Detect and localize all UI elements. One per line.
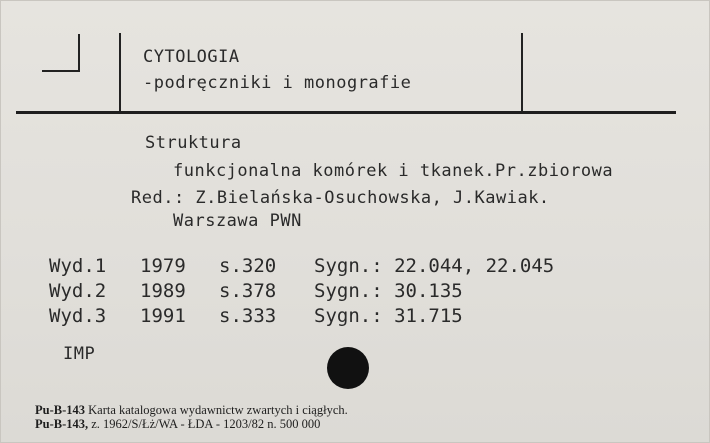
print-info: z. 1962/S/Łż/WA - ŁDA - 1203/82 n. 500 000 xyxy=(91,417,321,431)
card-footer-line1 xyxy=(35,403,348,418)
book-editors: Red.: Z.Bielańska-Osuchowska, J.Kawiak. xyxy=(131,188,550,208)
card-footer-line2 xyxy=(35,417,320,432)
book-title-continuation: funkcjonalna komórek i tkanek.Pr.zbiorowa xyxy=(173,161,614,181)
punch-hole xyxy=(327,347,369,389)
edition-number: Wyd.3 xyxy=(49,305,107,327)
subject-subheading: -podręczniki i monografie xyxy=(143,73,412,93)
header-rule xyxy=(16,111,676,114)
header-divider-right xyxy=(521,33,523,112)
subject-heading: CYTOLOGIA xyxy=(143,47,240,67)
edition-signature: Sygn.: 22.044, 22.045 xyxy=(314,255,555,277)
book-publisher: Warszawa PWN xyxy=(173,211,302,231)
edition-year: 1991 xyxy=(140,305,186,327)
corner-mark xyxy=(42,34,80,72)
form-code: Pu-B-143, xyxy=(35,417,89,431)
edition-pages: s.378 xyxy=(219,280,277,302)
imp-mark: IMP xyxy=(63,344,96,364)
form-code: Pu-B-143 xyxy=(35,403,85,417)
edition-pages: s.333 xyxy=(219,305,277,327)
edition-signature: Sygn.: 31.715 xyxy=(314,305,463,327)
edition-year: 1989 xyxy=(140,280,186,302)
edition-signature: Sygn.: 30.135 xyxy=(314,280,463,302)
edition-number: Wyd.2 xyxy=(49,280,107,302)
edition-pages: s.320 xyxy=(219,255,277,277)
book-title: Struktura xyxy=(145,133,242,153)
header-divider-left xyxy=(119,33,121,112)
edition-year: 1979 xyxy=(140,255,186,277)
form-description: Karta katalogowa wydawnictw zwartych i ciągłych. xyxy=(88,403,348,417)
edition-number: Wyd.1 xyxy=(49,255,107,277)
